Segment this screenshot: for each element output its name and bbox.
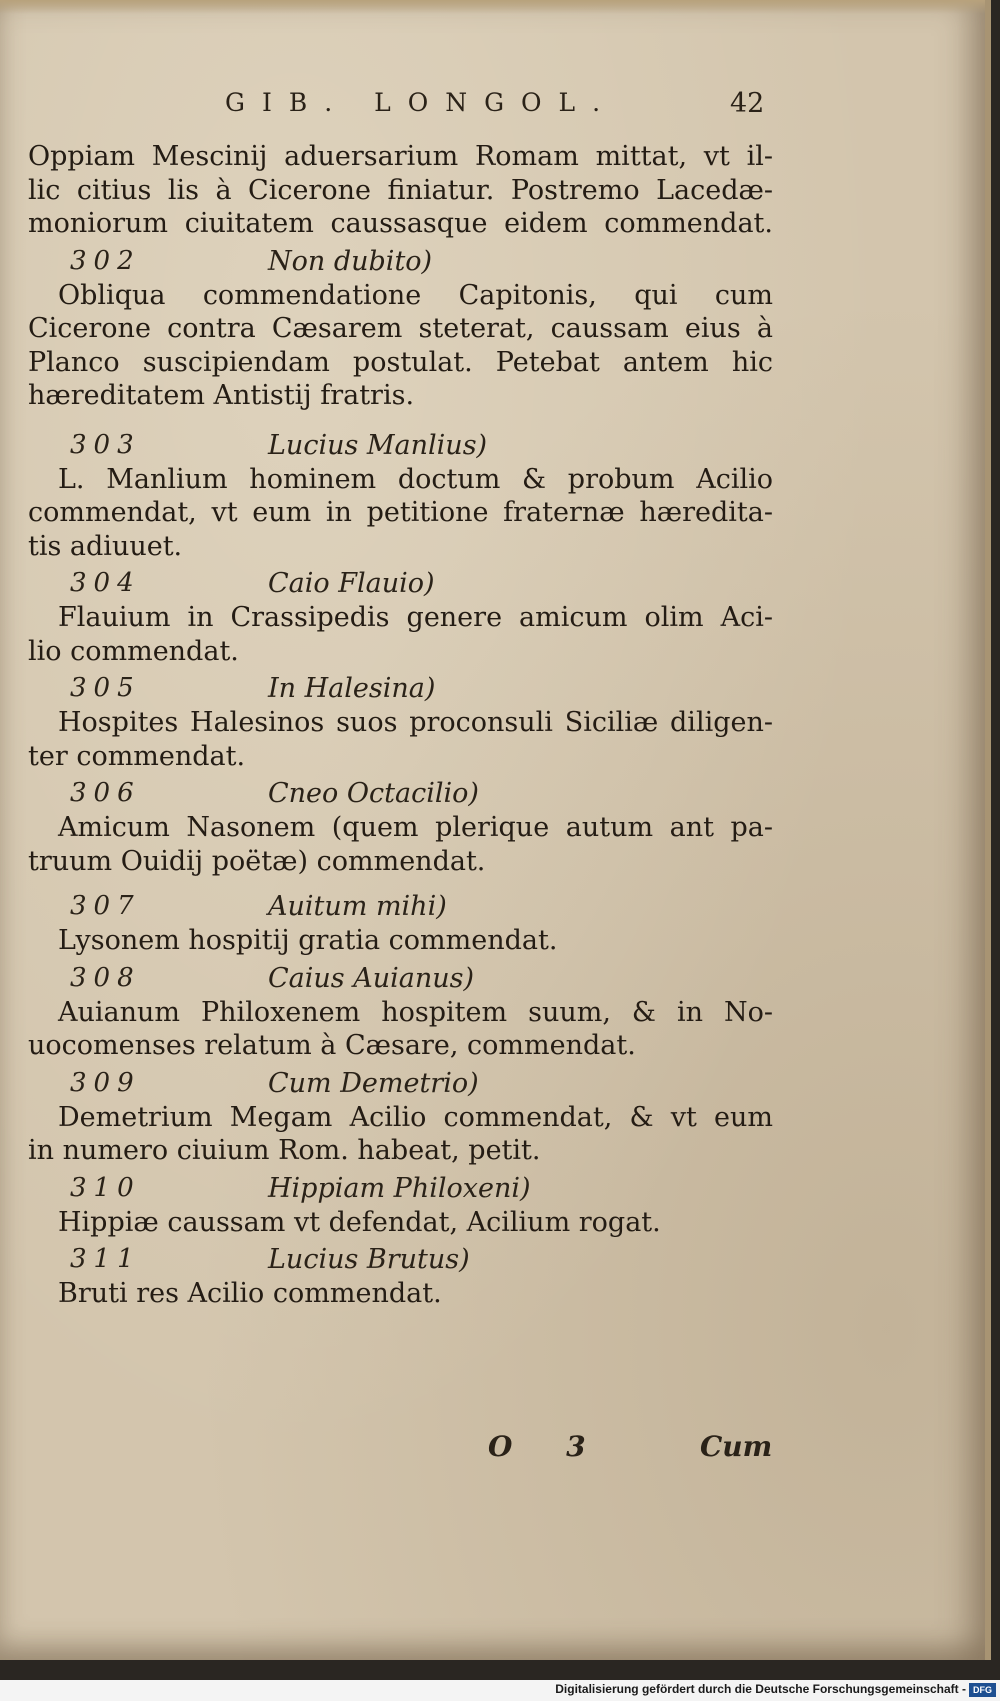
credit-bar xyxy=(0,1680,1000,1701)
text-line: uocomenses relatum à Cæsare, commendat. xyxy=(28,1030,636,1061)
intro-paragraph xyxy=(28,140,773,241)
entry-text xyxy=(28,1206,773,1240)
text-line: Planco suscipiendam postulat. Petebat antem hic xyxy=(28,346,773,378)
text-line: in numero ciuium Rom. habeat, petit. xyxy=(28,1135,541,1166)
entry-heading xyxy=(28,429,773,463)
entry-lemma: Cum Demetrio) xyxy=(268,1067,479,1099)
entry-lemma: Cneo Octacilio) xyxy=(268,778,479,809)
entry-lemma: In Halesina) xyxy=(268,673,436,704)
text-line: Cicerone contra Cæsarem steterat, caussam eius à xyxy=(28,313,773,344)
entry-heading xyxy=(28,567,773,601)
entry-lemma: Caio Flauio) xyxy=(268,568,435,599)
page-footer xyxy=(0,1430,780,1470)
text-line: Demetrium Megam Acilio commendat, & vt eum xyxy=(58,1101,773,1133)
entry-text xyxy=(28,601,773,668)
entry-number: 306 xyxy=(70,778,141,808)
text-line: Hospites Halesinos suos proconsuli Siciliæ diligen- xyxy=(58,707,773,738)
text-line: Lysonem hospitij gratia commendat. xyxy=(58,925,558,956)
dfg-logo-icon: DFG xyxy=(969,1683,996,1697)
entry-lemma: Caius Auianus) xyxy=(268,962,475,994)
text-line: ter commendat. xyxy=(28,740,246,772)
entry-heading xyxy=(28,1172,773,1206)
entry-number: 303 xyxy=(70,429,141,460)
text-line: Bruti res Acilio commendat. xyxy=(58,1278,442,1309)
entry-number: 305 xyxy=(70,673,141,703)
entry-lemma: Lucius Manlius) xyxy=(268,429,488,461)
text-line: Oppiam Mescinij aduersarium Romam mittat, vt il- xyxy=(28,141,773,172)
entry-text xyxy=(28,279,773,413)
entry-heading xyxy=(28,1067,773,1101)
text-line: Obliqua commendatione Capitonis, qui cum xyxy=(58,279,773,311)
entry-text xyxy=(28,924,773,958)
page-edge-shadow xyxy=(0,0,985,14)
entry-number: 310 xyxy=(70,1172,141,1203)
entry-number: 307 xyxy=(70,891,141,921)
entry-number: 308 xyxy=(70,962,141,993)
page-number: 42 xyxy=(730,88,765,119)
entry-text xyxy=(28,463,773,564)
running-head: GIB. LONGOL. xyxy=(225,88,618,117)
text-line: tis adiuuet. xyxy=(28,530,183,562)
entry-heading xyxy=(28,1243,773,1277)
entry-number: 311 xyxy=(70,1244,141,1274)
entry-heading xyxy=(28,962,773,996)
text-line: Flauium in Crassipedis genere amicum olim Aci- xyxy=(58,602,773,633)
text-line: Amicum Nasonem (quem plerique autum ant pa- xyxy=(58,812,773,843)
page-header xyxy=(0,88,780,128)
entry-number: 309 xyxy=(70,1067,141,1098)
entry-heading xyxy=(28,777,773,811)
entry-heading xyxy=(28,245,773,279)
entry-text xyxy=(28,811,773,878)
credit-text: Digitalisierung gefördert durch die Deutsche Forschungsgemeinschaft - xyxy=(555,1682,966,1696)
text-line: truum Ouidij poëtæ) commendat. xyxy=(28,845,486,877)
entry-number: 304 xyxy=(70,568,141,598)
text-line: lio commendat. xyxy=(28,635,239,667)
text-block xyxy=(28,140,773,1311)
catchword: Cum xyxy=(700,1430,773,1463)
entry-lemma: Auitum mihi) xyxy=(268,891,447,922)
entry-text xyxy=(28,996,773,1063)
entry-lemma: Lucius Brutus) xyxy=(268,1244,470,1275)
entry-text xyxy=(28,706,773,773)
text-line: lic citius lis à Cicerone finiatur. Postremo Lacedæ- xyxy=(28,174,773,206)
text-line: Auianum Philoxenem hospitem suum, & in No- xyxy=(58,996,773,1028)
entry-lemma: Non dubito) xyxy=(268,245,433,277)
entry-number: 302 xyxy=(70,245,141,276)
entry-heading xyxy=(28,890,773,924)
signature-mark: O 3 xyxy=(488,1430,608,1463)
entry-lemma: Hippiam Philoxeni) xyxy=(268,1172,531,1204)
entry-text xyxy=(28,1101,773,1168)
text-line: hæreditatem Antistij fratris. xyxy=(28,380,415,411)
text-line: Hippiæ caussam vt defendat, Acilium rogat. xyxy=(58,1206,661,1238)
entry-heading xyxy=(28,672,773,706)
text-line: L. Manlium hominem doctum & probum Acilio xyxy=(58,463,773,495)
entry-text xyxy=(28,1277,773,1311)
text-line: moniorum ciuitatem caussasque eidem commendat. xyxy=(28,208,773,239)
text-line: commendat, vt eum in petitione fraternæ hæredita- xyxy=(28,497,773,528)
